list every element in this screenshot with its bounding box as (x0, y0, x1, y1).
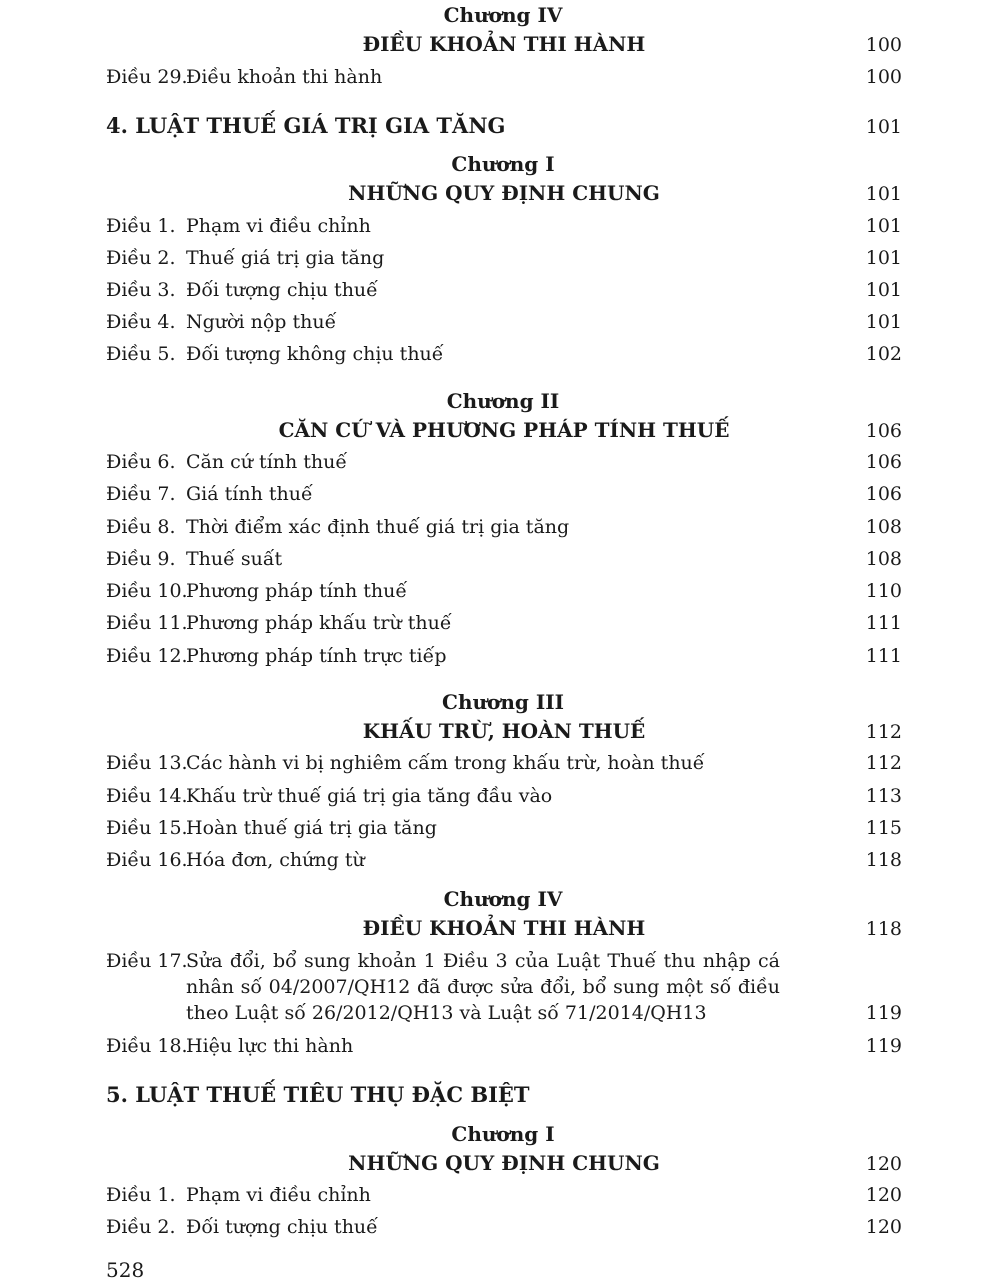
page-ref: 100 (865, 66, 902, 88)
chapter-label-text: Chương I (451, 1122, 555, 1146)
toc-entry (106, 948, 902, 1026)
article-title: Sửa đổi, bổ sung khoản 1 Điều 3 của Luật Thuế thu nhập cá nhân số 04/2007/QH12 đã được sửa đổi, bổ sung một số điều theo Luật số 26/2012/QH13 và Luật số 71/2014/QH13 (186, 950, 780, 1024)
toc-entry-line (106, 548, 902, 570)
chapter-title-row (106, 32, 902, 57)
page-ref: 106 (865, 451, 902, 473)
page-ref: 113 (865, 785, 902, 807)
article-label: Điều 8. (106, 516, 176, 538)
article-title: Thời điểm xác định thuế giá trị gia tăng (186, 516, 570, 538)
toc-entry-line (106, 1216, 902, 1238)
article-title: Người nộp thuế (186, 311, 337, 333)
article-title: Phương pháp tính trực tiếp (186, 645, 447, 667)
toc-entry-line (106, 311, 902, 333)
article-label: Điều 18. (106, 1035, 188, 1057)
article-title: Khấu trừ thuế giá trị gia tăng đầu vào (186, 785, 553, 807)
chapter-title-line (106, 418, 902, 443)
toc-entry-line (106, 645, 902, 667)
article-label: Điều 2. (106, 247, 176, 269)
toc-entry (106, 279, 902, 301)
article-label: Điều 1. (106, 1184, 176, 1206)
toc-entry (106, 1035, 902, 1057)
article-title: Phạm vi điều chỉnh (186, 1184, 371, 1206)
toc-entry-line (106, 279, 902, 301)
toc-entry (106, 785, 902, 807)
page-ref: 106 (865, 420, 902, 442)
chapter-title: KHẤU TRỪ, HOÀN THUẾ (362, 719, 646, 743)
page-ref: 101 (865, 116, 902, 138)
chapter-title-line (106, 719, 902, 744)
toc-entry (106, 548, 902, 570)
page-ref: 112 (865, 721, 902, 743)
article-title: Phạm vi điều chỉnh (186, 215, 371, 237)
article-title: Đối tượng không chịu thuế (186, 343, 444, 365)
chapter-title: NHỮNG QUY ĐỊNH CHUNG (348, 181, 660, 205)
article-title: Hoàn thuế giá trị gia tăng (186, 817, 437, 839)
article-title: Thuế giá trị gia tăng (186, 247, 385, 269)
chapter-label-text: Chương IV (443, 3, 563, 27)
page-ref: 119 (865, 1035, 902, 1057)
chapter-title-row (106, 181, 902, 206)
article-label: Điều 17. (106, 950, 188, 972)
page-ref: 100 (865, 34, 902, 56)
toc-entry-line (106, 483, 902, 505)
article-label: Điều 4. (106, 311, 176, 333)
chapter-title-line (106, 1151, 902, 1176)
chapter-label (106, 1123, 902, 1145)
toc-entry (106, 343, 902, 365)
toc-entry-line (106, 612, 902, 634)
section-heading-line (106, 113, 902, 140)
page-ref: 108 (865, 548, 902, 570)
toc-entry-line (106, 948, 902, 1026)
toc-entry-line (106, 785, 902, 807)
toc-entry-line (106, 516, 902, 538)
chapter-title: NHỮNG QUY ĐỊNH CHUNG (348, 1151, 660, 1175)
page-ref: 106 (865, 483, 902, 505)
page-ref: 102 (865, 343, 902, 365)
chapter-label-text: Chương I (451, 152, 555, 176)
section-title: 5. LUẬT THUẾ TIÊU THỤ ĐẶC BIỆT (106, 1082, 530, 1107)
toc-entry-line (106, 451, 902, 473)
toc-entry (106, 215, 902, 237)
article-title: Phương pháp tính thuế (186, 580, 408, 602)
article-title: Căn cứ tính thuế (186, 451, 348, 473)
chapter-label-text: Chương IV (443, 887, 563, 911)
chapter-label (106, 390, 902, 412)
article-label: Điều 11. (106, 612, 188, 634)
article-label: Điều 9. (106, 548, 176, 570)
chapter-title: ĐIỀU KHOẢN THI HÀNH (362, 916, 646, 940)
page-ref: 118 (865, 918, 902, 940)
article-title: Điều khoản thi hành (186, 66, 383, 88)
article-label: Điều 7. (106, 483, 176, 505)
page-ref: 111 (865, 645, 902, 667)
chapter-title-row (106, 418, 902, 443)
toc-entry (106, 451, 902, 473)
page-ref: 110 (865, 580, 902, 602)
article-label: Điều 29. (106, 66, 188, 88)
chapter-title: CĂN CỨ VÀ PHƯƠNG PHÁP TÍNH THUẾ (278, 418, 730, 442)
article-title: Hiệu lực thi hành (186, 1035, 354, 1057)
article-title: Đối tượng chịu thuế (186, 279, 378, 301)
page-ref: 101 (865, 279, 902, 301)
toc-entry-line (106, 66, 902, 88)
section-heading (106, 113, 902, 140)
article-label: Điều 3. (106, 279, 176, 301)
toc-entry (106, 483, 902, 505)
toc-entry-line (106, 343, 902, 365)
page-ref: 101 (865, 215, 902, 237)
toc-entry (106, 247, 902, 269)
article-title: Thuế suất (186, 548, 283, 570)
chapter-label (106, 4, 902, 26)
page-ref: 112 (865, 752, 902, 774)
chapter-label (106, 691, 902, 713)
toc-entry-line (106, 1035, 902, 1057)
article-label: Điều 10. (106, 580, 188, 602)
page-ref: 119 (865, 1002, 902, 1024)
toc-entry-line (106, 215, 902, 237)
article-title: Các hành vi bị nghiêm cấm trong khấu trừ, hoàn thuế (186, 752, 705, 774)
page-ref: 101 (865, 247, 902, 269)
article-label: Điều 6. (106, 451, 176, 473)
toc-entry (106, 817, 902, 839)
article-label: Điều 15. (106, 817, 188, 839)
toc-entry (106, 752, 902, 774)
toc-entry-line (106, 1184, 902, 1206)
chapter-label-text: Chương II (446, 389, 560, 413)
toc-entry (106, 516, 902, 538)
section-heading-line (106, 1082, 902, 1108)
page-ref: 108 (865, 516, 902, 538)
article-label: Điều 12. (106, 645, 188, 667)
article-title: Hóa đơn, chứng từ (186, 849, 365, 871)
toc-entry (106, 849, 902, 871)
chapter-title-row (106, 916, 902, 941)
chapter-title-line (106, 32, 902, 57)
chapter-label-text: Chương III (442, 690, 564, 714)
page-ref: 120 (865, 1184, 902, 1206)
toc-entry-line (106, 752, 902, 774)
toc-entry-line (106, 849, 902, 871)
page-ref: 111 (865, 612, 902, 634)
article-label: Điều 13. (106, 752, 188, 774)
chapter-label (106, 153, 902, 175)
article-label: Điều 5. (106, 343, 176, 365)
article-label: Điều 16. (106, 849, 188, 871)
chapter-label (106, 888, 902, 910)
page-ref: 120 (865, 1216, 902, 1238)
toc-entry-line (106, 817, 902, 839)
article-label: Điều 1. (106, 215, 176, 237)
section-heading (106, 1082, 902, 1108)
article-label: Điều 2. (106, 1216, 176, 1238)
chapter-title-row (106, 1151, 902, 1176)
toc-entry-line (106, 247, 902, 269)
toc-entry (106, 645, 902, 667)
article-title: Giá tính thuế (186, 483, 313, 505)
toc-entry (106, 1216, 902, 1238)
page-number: 528 (106, 1258, 145, 1282)
toc-entry (106, 311, 902, 333)
toc-entry (106, 580, 902, 602)
chapter-title-line (106, 916, 902, 941)
toc-entry (106, 1184, 902, 1206)
chapter-title: ĐIỀU KHOẢN THI HÀNH (362, 32, 646, 56)
article-title: Phương pháp khấu trừ thuế (186, 612, 452, 634)
page-ref: 101 (865, 311, 902, 333)
chapter-title-line (106, 181, 902, 206)
page-ref: 118 (865, 849, 902, 871)
toc-entry (106, 66, 902, 88)
page-ref: 101 (865, 183, 902, 205)
toc-entry-line (106, 580, 902, 602)
article-title: Đối tượng chịu thuế (186, 1216, 378, 1238)
section-title: 4. LUẬT THUẾ GIÁ TRỊ GIA TĂNG (106, 113, 506, 138)
chapter-title-row (106, 719, 902, 744)
toc-entry (106, 612, 902, 634)
article-label: Điều 14. (106, 785, 188, 807)
page-ref: 120 (865, 1153, 902, 1175)
page-ref: 115 (865, 817, 902, 839)
